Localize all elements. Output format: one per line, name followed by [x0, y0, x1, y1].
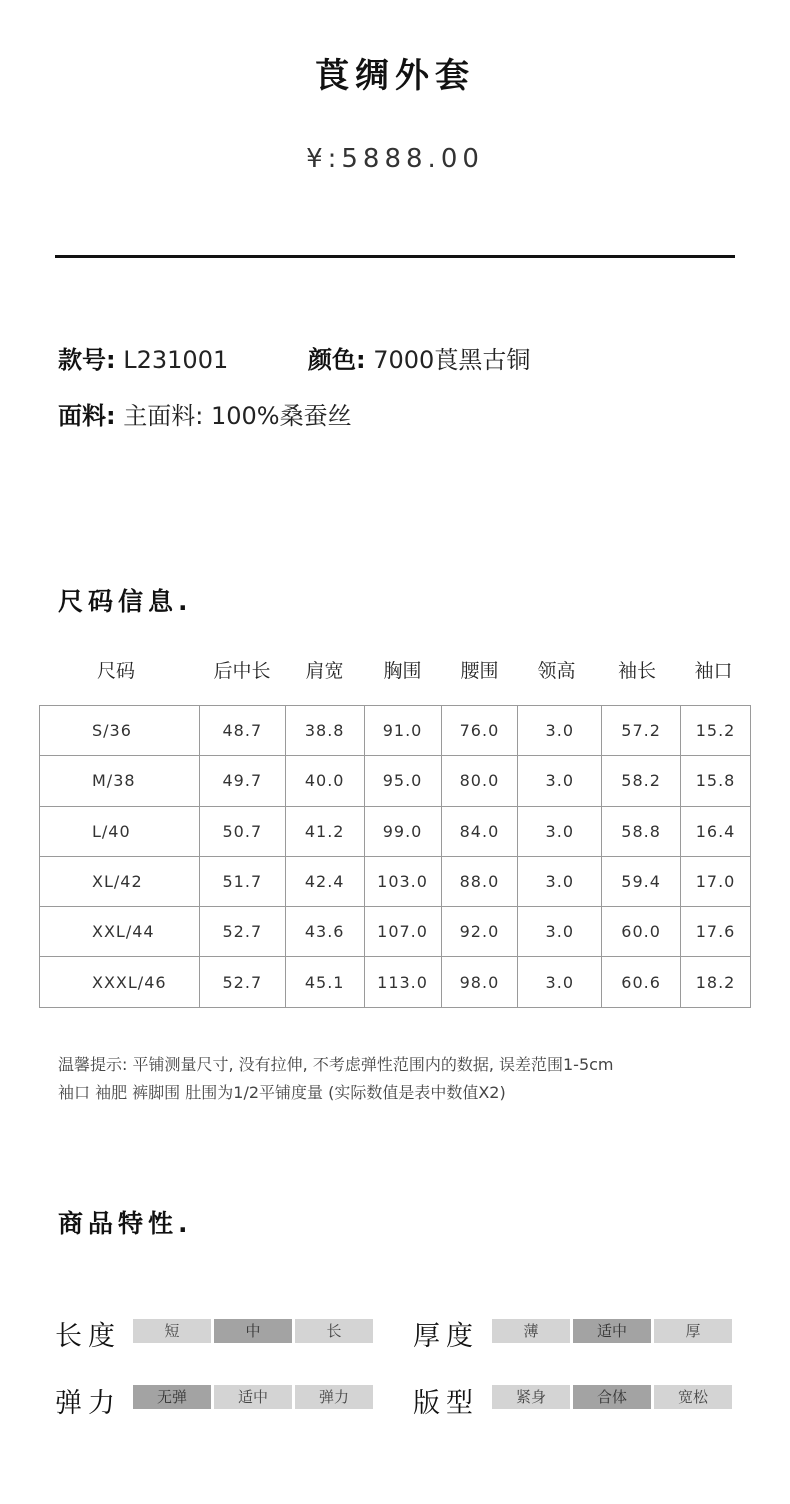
size-section-title: 尺码信息. [58, 587, 193, 616]
measurement-cell: 107.0 [364, 907, 441, 957]
measurement-cell: 58.8 [602, 806, 681, 856]
fabric-row [58, 396, 352, 431]
header-sleeve-length: 袖长 [617, 660, 656, 682]
size-table [39, 705, 751, 1008]
measurement-cell: 3.0 [518, 806, 602, 856]
feature-label-length: 长度 [55, 1321, 121, 1352]
table-row [40, 706, 751, 756]
feature-option: 弹力 [295, 1385, 373, 1409]
style-number-label: 款号: [58, 346, 116, 374]
feature-option: 长 [295, 1319, 373, 1343]
feature-option-selected: 合体 [573, 1385, 651, 1409]
feature-options-elasticity [133, 1385, 376, 1409]
feature-option-selected: 中 [214, 1319, 292, 1343]
size-table-header [0, 656, 790, 686]
size-cell: XL/42 [40, 856, 200, 906]
measurement-cell: 15.2 [681, 706, 751, 756]
table-row [40, 756, 751, 806]
measurement-cell: 98.0 [441, 957, 518, 1007]
measurement-cell: 51.7 [199, 856, 285, 906]
measurement-cell: 3.0 [518, 907, 602, 957]
measurement-cell: 50.7 [199, 806, 285, 856]
fabric-label: 面料: [58, 402, 116, 430]
feature-option: 紧身 [492, 1385, 570, 1409]
measurement-cell: 59.4 [602, 856, 681, 906]
table-row [40, 957, 751, 1007]
measurement-cell: 43.6 [285, 907, 364, 957]
measurement-cell: 91.0 [364, 706, 441, 756]
measurement-cell: 3.0 [518, 856, 602, 906]
header-divider [55, 255, 735, 258]
measurement-cell: 92.0 [441, 907, 518, 957]
size-cell: S/36 [40, 706, 200, 756]
measurement-cell: 3.0 [518, 706, 602, 756]
measurement-note-line2: 袖口 袖肥 裤脚围 肚围为1/2平铺度量 (实际数值是表中数值X2) [58, 1083, 506, 1102]
feature-options-thickness [492, 1319, 735, 1343]
feature-option: 适中 [214, 1385, 292, 1409]
measurement-cell: 41.2 [285, 806, 364, 856]
feature-option-selected: 适中 [573, 1319, 651, 1343]
measurement-cell: 52.7 [199, 907, 285, 957]
feature-option: 厚 [654, 1319, 732, 1343]
measurement-cell: 16.4 [681, 806, 751, 856]
measurement-cell: 38.8 [285, 706, 364, 756]
color-value: 7000莨黑古铜 [373, 346, 531, 374]
measurement-cell: 57.2 [602, 706, 681, 756]
measurement-cell: 76.0 [441, 706, 518, 756]
feature-option-selected: 无弹 [133, 1385, 211, 1409]
measurement-cell: 58.2 [602, 756, 681, 806]
measurement-cell: 95.0 [364, 756, 441, 806]
measurement-cell: 113.0 [364, 957, 441, 1007]
table-row [40, 856, 751, 906]
header-back-length: 后中长 [213, 660, 271, 682]
measurement-cell: 15.8 [681, 756, 751, 806]
measurement-cell: 40.0 [285, 756, 364, 806]
color-label: 颜色: [308, 346, 366, 374]
color-row [308, 340, 530, 375]
header-cuff: 袖口 [694, 660, 733, 682]
measurement-cell: 17.6 [681, 907, 751, 957]
fabric-value: 主面料: 100%桑蚕丝 [123, 402, 352, 430]
product-title: 莨绸外套 [315, 56, 475, 96]
table-row [40, 806, 751, 856]
measurement-cell: 42.4 [285, 856, 364, 906]
measurement-cell: 17.0 [681, 856, 751, 906]
measurement-cell: 52.7 [199, 957, 285, 1007]
style-number-value: L231001 [123, 346, 229, 374]
feature-option: 短 [133, 1319, 211, 1343]
measurement-cell: 99.0 [364, 806, 441, 856]
measurement-cell: 3.0 [518, 756, 602, 806]
feature-options-fit [492, 1385, 735, 1409]
measurement-cell: 18.2 [681, 957, 751, 1007]
feature-option: 薄 [492, 1319, 570, 1343]
size-cell: XXXL/46 [40, 957, 200, 1007]
features-section-title: 商品特性. [58, 1209, 193, 1238]
size-cell: M/38 [40, 756, 200, 806]
size-cell: XXL/44 [40, 907, 200, 957]
style-number-row [58, 340, 228, 375]
header-shoulder: 肩宽 [305, 660, 344, 682]
measurement-cell: 80.0 [441, 756, 518, 806]
header-chest: 胸围 [383, 660, 422, 682]
measurement-cell: 60.0 [602, 907, 681, 957]
measurement-cell: 49.7 [199, 756, 285, 806]
measurement-note-line1: 温馨提示: 平铺测量尺寸, 没有拉伸, 不考虑弹性范围内的数据, 误差范围1-5cm [58, 1055, 614, 1074]
header-waist: 腰围 [460, 660, 499, 682]
header-collar-height: 领高 [537, 660, 576, 682]
measurement-cell: 103.0 [364, 856, 441, 906]
feature-label-fit: 版型 [413, 1388, 479, 1419]
measurement-cell: 45.1 [285, 957, 364, 1007]
feature-label-thickness: 厚度 [413, 1321, 479, 1352]
measurement-cell: 88.0 [441, 856, 518, 906]
measurement-cell: 84.0 [441, 806, 518, 856]
feature-option: 宽松 [654, 1385, 732, 1409]
feature-label-elasticity: 弹力 [55, 1388, 121, 1419]
measurement-cell: 60.6 [602, 957, 681, 1007]
size-cell: L/40 [40, 806, 200, 856]
measurement-cell: 48.7 [199, 706, 285, 756]
feature-options-length [133, 1319, 376, 1343]
measurement-cell: 3.0 [518, 957, 602, 1007]
product-price: ¥:5888.00 [306, 144, 484, 174]
header-size: 尺码 [96, 660, 135, 682]
table-row [40, 907, 751, 957]
